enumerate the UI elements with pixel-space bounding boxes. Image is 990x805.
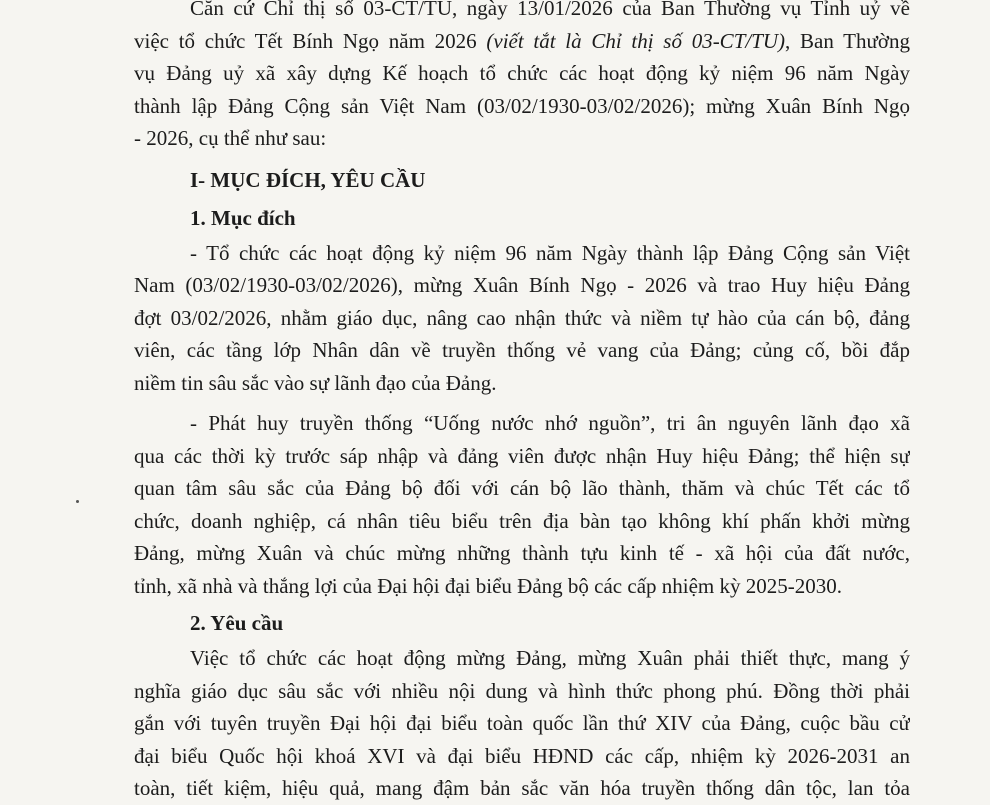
requirements-paragraph	[134, 642, 910, 805]
subsection-heading-purpose: 1. Mục đích	[190, 205, 296, 230]
text-line: - Tổ chức các hoạt động kỷ niệm 96 năm Ngày thành lập Đảng Cộng sản Việt	[190, 240, 910, 265]
text-line: gắn với tuyên truyền Đại hội đại biểu toàn quốc lần thứ XIV của Đảng, cuộc bầu cử	[134, 711, 910, 735]
text-line: đợt 03/02/2026, nhằm giáo dục, nâng cao nhận thức và niềm tự hào của cán bộ, đảng	[134, 305, 910, 330]
section-heading: I- MỤC ĐÍCH, YÊU CẦU	[190, 167, 426, 192]
text-line: toàn, tiết kiệm, hiệu quả, mang đậm bản sắc văn hóa truyền thống dân tộc, lan tỏa	[134, 776, 910, 800]
text-line: tỉnh, xã nhà và thắng lợi của Đại hội đại biểu Đảng bộ các cấp nhiệm kỳ 2025-2030.	[134, 573, 842, 598]
scan-speck	[76, 500, 79, 503]
text-line: - Phát huy truyền thống “Uống nước nhớ nguồn”, tri ân nguyên lãnh đạo xã	[190, 411, 910, 435]
text-line: quan tâm sâu sắc của Đảng bộ đối với cán bộ lão thành, thăm và chúc Tết các tổ	[134, 476, 910, 500]
text-line: Đảng, mừng Xuân và chúc mừng những thành tựu kinh tế - xã hội của đất nước,	[134, 541, 910, 565]
text-line: chức, doanh nghiệp, cá nhân tiêu biểu trên địa bàn tạo không khí phấn khởi mừng	[134, 508, 910, 533]
subsection-heading-requirements: 2. Yêu cầu	[190, 611, 284, 635]
intro-paragraph	[134, 0, 910, 155]
text-line	[134, 25, 910, 58]
purpose-paragraph-1	[134, 237, 910, 400]
text-line: niềm tin sâu sắc vào sự lãnh đạo của Đảng.	[134, 370, 497, 395]
text-line: nghĩa giáo dục sâu sắc với nhiều nội dung và hình thức phong phú. Đồng thời phải	[134, 678, 910, 703]
text-line: đại biểu Quốc hội khoá XVI và đại biểu HĐND các cấp, nhiệm kỳ 2026-2031 an	[134, 743, 910, 768]
text-line: vụ Đảng uỷ xã xây dựng Kế hoạch tổ chức các hoạt động kỷ niệm 96 năm Ngày	[134, 61, 910, 85]
text-line: qua các thời kỳ trước sáp nhập và đảng viên được nhận Huy hiệu Đảng; thể hiện sự	[134, 443, 910, 468]
text-line: - 2026, cụ thể như sau:	[134, 126, 327, 150]
text-segment: việc tổ chức Tết Bính Ngọ năm 2026	[134, 28, 487, 53]
purpose-paragraph-2	[134, 407, 910, 602]
text-line: thành lập Đảng Cộng sản Việt Nam (03/02/1930-03/02/2026); mừng Xuân Bính Ngọ	[134, 93, 910, 118]
text-line: Nam (03/02/1930-03/02/2026), mừng Xuân Bính Ngọ - 2026 và trao Huy hiệu Đảng	[134, 273, 910, 297]
text-segment: , Ban Thường	[785, 28, 910, 53]
italic-note: (viết tắt là Chỉ thị số 03-CT/TU)	[486, 28, 786, 53]
text-line: viên, các tầng lớp Nhân dân về truyền thống vẻ vang của Đảng; củng cố, bồi đắp	[134, 338, 910, 362]
text-line: Căn cứ Chỉ thị số 03-CT/TU, ngày 13/01/2026 của Ban Thường vụ Tỉnh uỷ về	[190, 0, 910, 20]
text-line: Việc tổ chức các hoạt động mừng Đảng, mừng Xuân phải thiết thực, mang ý	[190, 646, 910, 670]
